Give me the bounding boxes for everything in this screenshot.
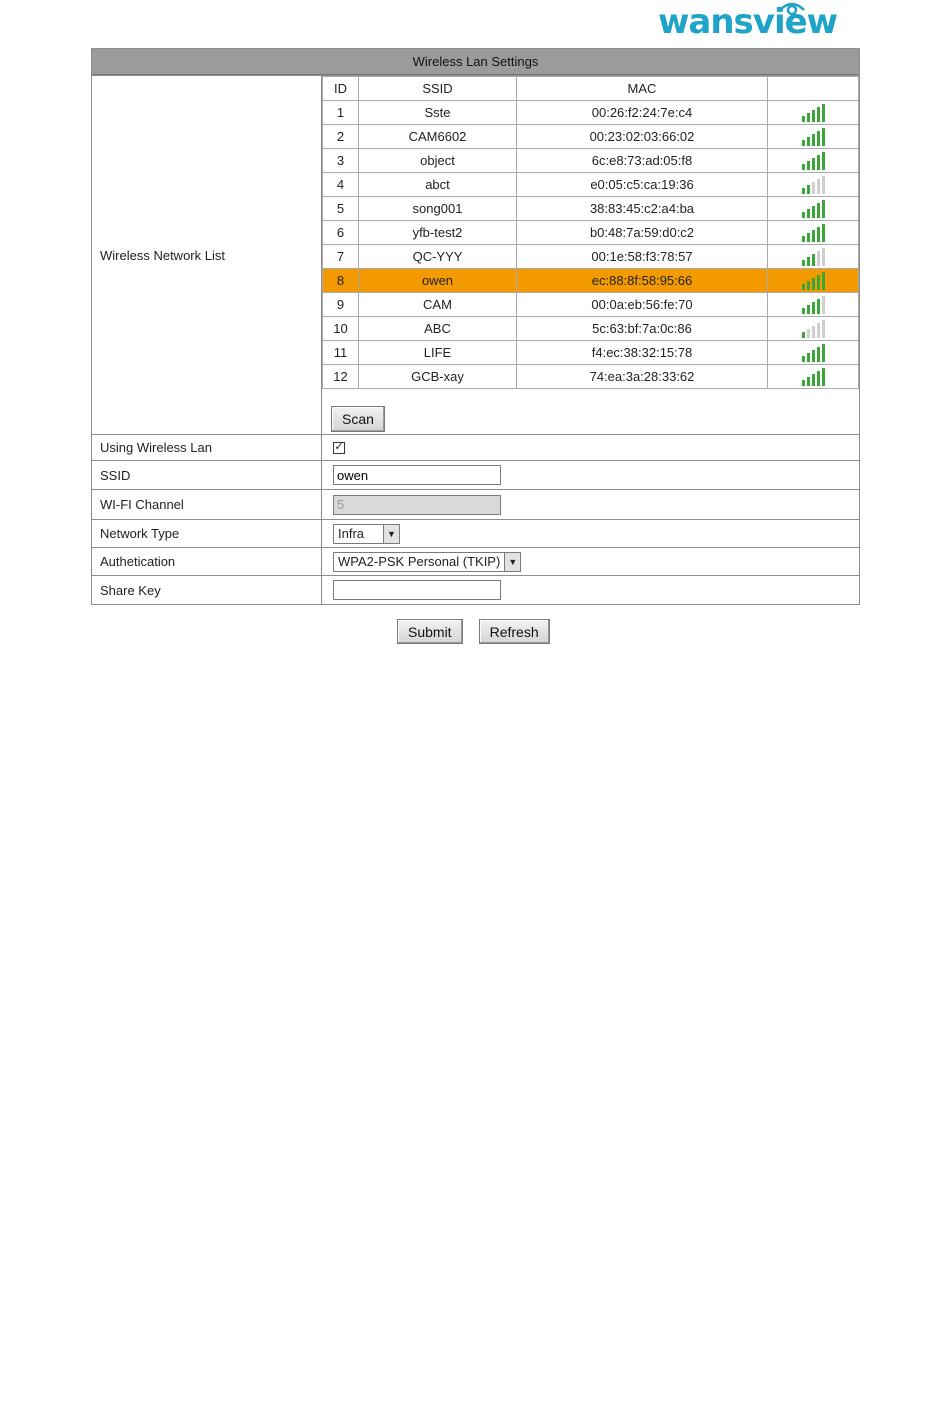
cell-signal bbox=[768, 245, 859, 269]
cell-ssid: object bbox=[359, 149, 517, 173]
cell-signal bbox=[768, 149, 859, 173]
cell-mac: 00:26:f2:24:7e:c4 bbox=[517, 101, 768, 125]
network-type-value bbox=[322, 520, 859, 547]
network-row[interactable] bbox=[323, 269, 859, 293]
signal-strength-icon bbox=[802, 152, 825, 170]
panel-title: Wireless Lan Settings bbox=[92, 49, 859, 75]
network-row[interactable] bbox=[323, 125, 859, 149]
channel-value bbox=[322, 490, 859, 519]
cell-id: 1 bbox=[323, 101, 359, 125]
using-wireless-label: Using Wireless Lan bbox=[92, 435, 322, 460]
cell-ssid: song001 bbox=[359, 197, 517, 221]
channel-label: WI-FI Channel bbox=[92, 490, 322, 519]
cell-id: 8 bbox=[323, 269, 359, 293]
cell-signal bbox=[768, 197, 859, 221]
form-actions bbox=[397, 619, 550, 644]
share-key-input[interactable] bbox=[333, 580, 501, 600]
auth-value bbox=[322, 548, 859, 575]
cell-mac: 00:1e:58:f3:78:57 bbox=[517, 245, 768, 269]
signal-strength-icon bbox=[802, 368, 825, 386]
cell-mac: 5c:63:bf:7a:0c:86 bbox=[517, 317, 768, 341]
wansview-logo bbox=[658, 2, 858, 42]
cell-id: 2 bbox=[323, 125, 359, 149]
channel-input bbox=[333, 495, 501, 515]
channel-row bbox=[92, 489, 859, 519]
signal-strength-icon bbox=[802, 224, 825, 242]
signal-strength-icon bbox=[802, 344, 825, 362]
cell-ssid: LIFE bbox=[359, 341, 517, 365]
network-type-select[interactable] bbox=[333, 524, 400, 544]
cell-id: 7 bbox=[323, 245, 359, 269]
cell-ssid: ABC bbox=[359, 317, 517, 341]
cell-id: 5 bbox=[323, 197, 359, 221]
network-row[interactable] bbox=[323, 101, 859, 125]
wireless-network-list-area bbox=[322, 76, 859, 434]
wireless-network-list-label: Wireless Network List bbox=[92, 76, 322, 434]
signal-strength-icon bbox=[802, 128, 825, 146]
cell-ssid: Sste bbox=[359, 101, 517, 125]
eye-icon bbox=[778, 0, 806, 18]
network-row[interactable] bbox=[323, 197, 859, 221]
signal-strength-icon bbox=[802, 248, 825, 266]
cell-id: 4 bbox=[323, 173, 359, 197]
cell-ssid: abct bbox=[359, 173, 517, 197]
chevron-down-icon: ▼ bbox=[383, 525, 399, 543]
ssid-row bbox=[92, 460, 859, 489]
header-id: ID bbox=[323, 77, 359, 101]
header-signal bbox=[768, 77, 859, 101]
cell-mac: f4:ec:38:32:15:78 bbox=[517, 341, 768, 365]
using-wireless-value bbox=[322, 435, 859, 460]
cell-mac: 38:83:45:c2:a4:ba bbox=[517, 197, 768, 221]
signal-strength-icon bbox=[802, 320, 825, 338]
network-type-row bbox=[92, 519, 859, 547]
network-row[interactable] bbox=[323, 293, 859, 317]
auth-label: Authetication bbox=[92, 548, 322, 575]
share-key-label: Share Key bbox=[92, 576, 322, 604]
cell-ssid: owen bbox=[359, 269, 517, 293]
cell-mac: e0:05:c5:ca:19:36 bbox=[517, 173, 768, 197]
wireless-network-list-row bbox=[92, 75, 859, 434]
cell-id: 11 bbox=[323, 341, 359, 365]
submit-button[interactable]: Submit bbox=[397, 619, 463, 644]
signal-strength-icon bbox=[802, 176, 825, 194]
network-row[interactable] bbox=[323, 173, 859, 197]
logo-text: wansview bbox=[658, 2, 838, 42]
signal-strength-icon bbox=[802, 296, 825, 314]
using-wireless-checkbox[interactable]: ✓ bbox=[334, 441, 344, 453]
cell-ssid: CAM6602 bbox=[359, 125, 517, 149]
cell-mac: 00:0a:eb:56:fe:70 bbox=[517, 293, 768, 317]
cell-id: 10 bbox=[323, 317, 359, 341]
share-key-value bbox=[322, 576, 859, 604]
cell-mac: 74:ea:3a:28:33:62 bbox=[517, 365, 768, 389]
network-row[interactable] bbox=[323, 245, 859, 269]
signal-strength-icon bbox=[802, 200, 825, 218]
network-type-label: Network Type bbox=[92, 520, 322, 547]
cell-mac: 6c:e8:73:ad:05:f8 bbox=[517, 149, 768, 173]
cell-mac: 00:23:02:03:66:02 bbox=[517, 125, 768, 149]
cell-id: 6 bbox=[323, 221, 359, 245]
network-table-header bbox=[323, 77, 859, 101]
signal-strength-icon bbox=[802, 272, 825, 290]
using-wireless-row bbox=[92, 434, 859, 460]
auth-row bbox=[92, 547, 859, 575]
network-row[interactable] bbox=[323, 149, 859, 173]
cell-signal bbox=[768, 293, 859, 317]
cell-id: 3 bbox=[323, 149, 359, 173]
cell-ssid: QC-YYY bbox=[359, 245, 517, 269]
scan-button[interactable]: Scan bbox=[331, 406, 385, 432]
cell-signal bbox=[768, 101, 859, 125]
cell-id: 12 bbox=[323, 365, 359, 389]
wireless-lan-settings-panel bbox=[91, 48, 860, 605]
network-table bbox=[322, 76, 859, 389]
header-ssid: SSID bbox=[359, 77, 517, 101]
cell-ssid: CAM bbox=[359, 293, 517, 317]
ssid-label: SSID bbox=[92, 461, 322, 489]
network-type-selected: Infra bbox=[338, 526, 365, 541]
auth-selected: WPA2-PSK Personal (TKIP) bbox=[338, 554, 501, 569]
cell-signal bbox=[768, 341, 859, 365]
cell-mac: ec:88:8f:58:95:66 bbox=[517, 269, 768, 293]
cell-signal bbox=[768, 221, 859, 245]
network-row[interactable] bbox=[323, 317, 859, 341]
network-row[interactable] bbox=[323, 341, 859, 365]
cell-signal bbox=[768, 173, 859, 197]
cell-signal bbox=[768, 365, 859, 389]
cell-mac: b0:48:7a:59:d0:c2 bbox=[517, 221, 768, 245]
chevron-down-icon: ▼ bbox=[504, 553, 520, 571]
cell-id: 9 bbox=[323, 293, 359, 317]
auth-select[interactable] bbox=[333, 552, 521, 572]
network-row[interactable] bbox=[323, 221, 859, 245]
share-key-row bbox=[92, 575, 859, 604]
ssid-input[interactable] bbox=[333, 465, 501, 485]
network-row[interactable] bbox=[323, 365, 859, 389]
refresh-button[interactable]: Refresh bbox=[479, 619, 550, 644]
signal-strength-icon bbox=[802, 104, 825, 122]
cell-ssid: yfb-test2 bbox=[359, 221, 517, 245]
cell-signal bbox=[768, 317, 859, 341]
cell-signal bbox=[768, 269, 859, 293]
ssid-value bbox=[322, 461, 859, 489]
cell-signal bbox=[768, 125, 859, 149]
header-mac: MAC bbox=[517, 77, 768, 101]
cell-ssid: GCB-xay bbox=[359, 365, 517, 389]
